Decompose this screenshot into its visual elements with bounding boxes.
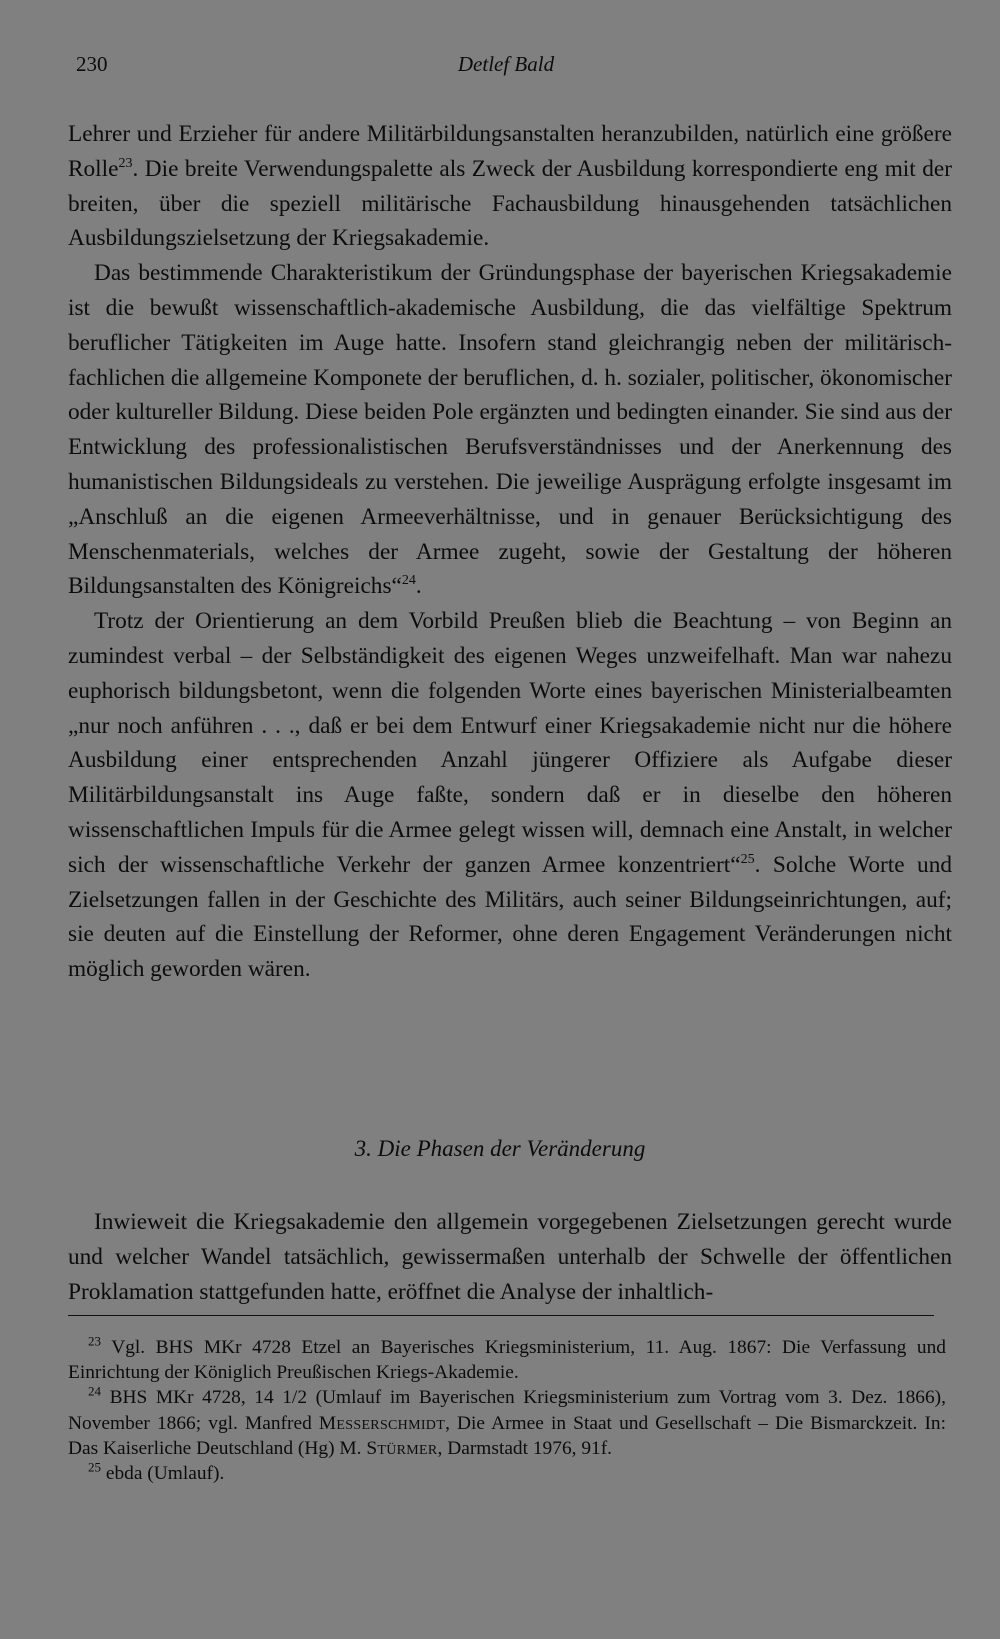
footnote-24-text-cont: , Die Armee in Staat und Gesellschaft – Die Bismarckzeit. In: Das Kaiserliche Deutschland (Hg) M.: [68, 1412, 946, 1459]
main-text: [68, 117, 952, 987]
paragraph-3-text-cont: . Solche Worte und Zielsetzungen fallen in der Geschichte des Militärs, auch seiner Bildungseinrichtungen, auf; sie deuten auf die Einstellung der Reformer, ohne deren Engagement Veränderungen nicht möglich geworden wären.: [68, 851, 952, 983]
paragraph-3-text: Trotz der Orientierung an dem Vorbild Preußen blieb die Beachtung – von Beginn an zumindest verbal – der Selbständigkeit des eigenen Weges unzweifelhaft. Man war nahezu euphorisch bildungsbetont, wenn die folgenden Worte eines bayerischen Ministerialbeamten „nur noch anführen . . ., daß er bei dem Entwurf einer Kriegsakademie nicht nur die höhere Ausbildung einer entsprechenden Anzahl jüngerer Offiziere als Aufgabe dieser Militärbildungsanstalt ins Auge faßte, sondern daß er in dieselbe den höheren wissenschaftlichen Impuls für die Armee gelegt wissen will, demnach eine Anstalt, in welcher sich der wissenschaftliche Verkehr der ganzen Armee konzentriert“: [68, 608, 952, 878]
paragraph-2-end: .: [415, 573, 422, 600]
footnote-24-text-end: , Darmstadt 1976, 91f.: [437, 1437, 613, 1459]
footnote-25-number: 25: [88, 1459, 101, 1475]
footnote-ref-25: 25: [740, 851, 755, 867]
footnote-24-author-1: Messerschmidt: [318, 1412, 446, 1434]
footnote-24-number: 24: [88, 1383, 101, 1399]
footnote-25-text: ebda (Umlauf).: [105, 1463, 225, 1485]
footnote-23-number: 23: [88, 1333, 101, 1349]
section-heading: 3. Die Phasen der Veränderung: [354, 1136, 646, 1161]
footnotes: [68, 1335, 946, 1486]
footnote-23-text: Vgl. BHS MKr 4728 Etzel an Bayerisches Kriegsministerium, 11. Aug. 1867: Die Verfassung und Einrichtung der Königlich Preußischen Kriegs-Akademie.: [68, 1337, 946, 1384]
footnote-divider: [68, 1315, 934, 1316]
section-paragraph-1: Inwieweit die Kriegsakademie den allgemein vorgegebenen Zielsetzungen gerecht wurde und welcher Wandel tatsächlich, gewissermaßen unterhalb der Schwelle der öffentlichen Proklamation stattgefunden hatte, eröffnet die Analyse der inhaltlich-: [68, 1209, 952, 1305]
footnote-25: [68, 1461, 946, 1486]
footnote-24-text: BHS MKr 4728, 14 1/2 (Umlauf im Bayerischen Kriegsministerium zum Vortrag vom 3. Dez. 1866), November 1866; vgl. Manfred: [68, 1387, 946, 1434]
footnote-24-author-2: Stürmer: [366, 1437, 438, 1459]
paragraph-2: [68, 256, 952, 604]
paragraph-3: [68, 604, 952, 987]
section-text: [68, 1205, 952, 1309]
paragraph-2-text: Das bestimmende Charakteristikum der Gründungsphase der bayerischen Kriegsakademie ist die bewußt wissenschaftlich-akademische Ausbildung, die das vielfältige Spektrum beruflicher Tätigkeiten im Auge hatte. Insofern stand gleichrangig neben der militärisch-fachlichen die allgemeine Komponete der beruflichen, d. h. sozialer, politischer, ökonomischer oder kultureller Bildung. Diese beiden Pole ergänzten und bedingten einander. Sie sind aus der Entwicklung des professionalistischen Berufsverständnisses und der Anerkennung des humanistischen Bildungsideals zu verstehen. Die jeweilige Ausprägung erfolgte insgesamt im „Anschluß an die eigenen Armeeverhältnisse, und in genauer Berücksichtigung des Menschenmaterials, welches der Armee zugeht, sowie der Gestaltung der höheren Bildungsanstalten des Königreichs“: [68, 260, 952, 600]
paragraph-1-text: Lehrer und Erzieher für andere Militärbildungsanstalten heranzubilden, natürlich eine größere Rolle: [68, 121, 952, 182]
paragraph-1-text-cont: . Die breite Verwendungspalette als Zweck der Ausbildung korrespondierte eng mit der breiten, über die speziell militärische Fachausbildung hinausgehenden tatsächlichen Ausbildungszielsetzung der Kriegsakademie.: [68, 155, 952, 252]
footnote-ref-23: 23: [118, 156, 133, 172]
paragraph-1: [68, 117, 952, 256]
footnote-ref-24: 24: [401, 573, 416, 589]
page-header: [76, 52, 936, 84]
footnote-23: [68, 1335, 946, 1385]
footnote-24: [68, 1385, 946, 1461]
page-number: 230: [76, 52, 108, 76]
running-head: Detlef Bald: [457, 52, 555, 76]
